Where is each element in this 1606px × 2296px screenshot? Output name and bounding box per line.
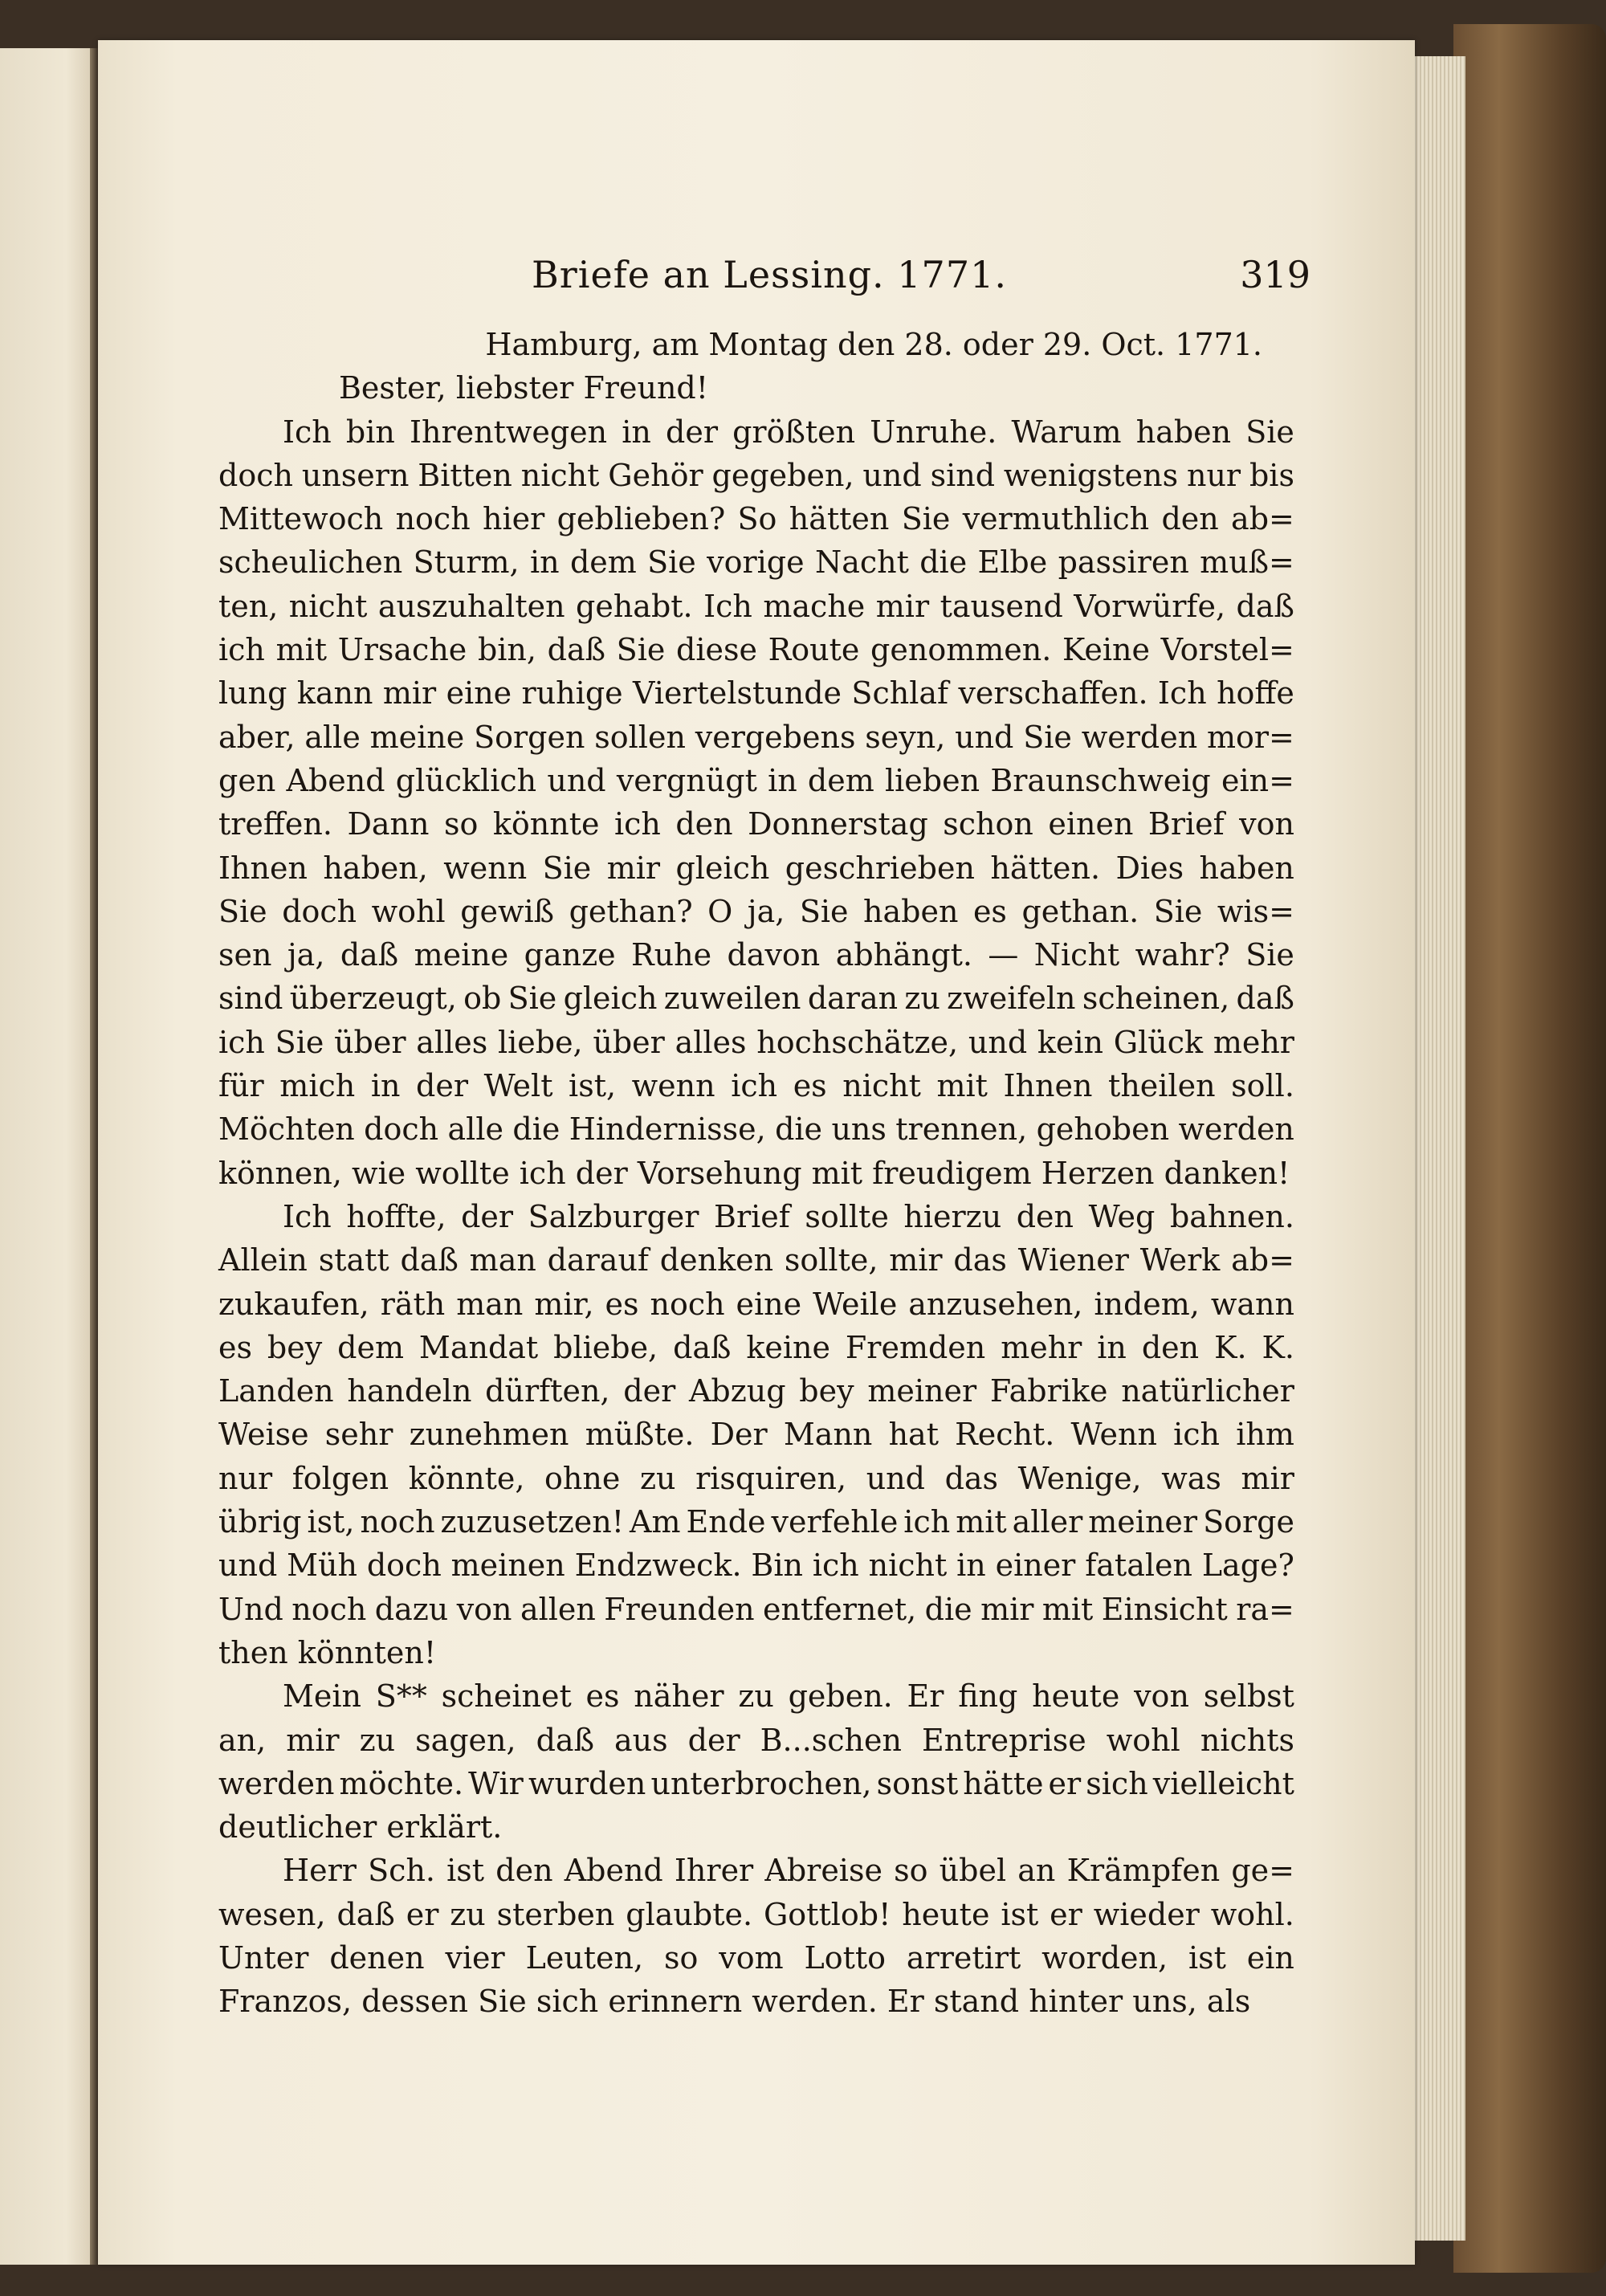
- text-line: nur folgen könnte, ohne zu risquiren, und das Wenige, was mir: [218, 1460, 1294, 1496]
- text-line: then könnten!: [218, 1634, 437, 1670]
- paragraph: [218, 1195, 1294, 1674]
- running-head: Briefe an Lessing. 1771.: [532, 253, 1007, 296]
- text-line: werden möchte. Wir wurden unterbrochen, sonst hätte er sich vielleicht: [218, 1765, 1294, 1801]
- salutation: Bester, liebster Freund!: [339, 370, 709, 406]
- text-line: Mittewoch noch hier geblieben? So hätten Sie vermuthlich den ab=: [218, 501, 1294, 537]
- letter-body: [218, 323, 1294, 2024]
- text-line: gen Abend glücklich und vergnügt in dem lieben Braunschweig ein=: [218, 762, 1294, 798]
- text-line: treffen. Dann so könnte ich den Donnerstag schon einen Brief von: [218, 806, 1294, 842]
- text-line: Herr Sch. ist den Abend Ihrer Abreise so übel an Krämpfen ge=: [283, 1853, 1294, 1889]
- paragraph: [218, 1849, 1294, 2023]
- text-line: zukaufen, räth man mir, es noch eine Weile anzusehen, indem, wann: [218, 1286, 1294, 1322]
- text-line: deutlicher erklärt.: [218, 1809, 503, 1845]
- text-line: ich Sie über alles liebe, über alles hochschätze, und kein Glück mehr: [218, 1024, 1294, 1060]
- text-line: lung kann mir eine ruhige Viertelstunde Schlaf verschaffen. Ich hoffe: [218, 675, 1294, 712]
- text-line: für mich in der Welt ist, wenn ich es nicht mit Ihnen theilen soll.: [218, 1068, 1294, 1104]
- text-line: es bey dem Mandat bliebe, daß keine Fremden mehr in den K. K.: [218, 1329, 1294, 1365]
- text-line: Ich bin Ihrentwegen in der größten Unruhe. Warum haben Sie: [283, 414, 1294, 450]
- text-line: aber, alle meine Sorgen sollen vergebens seyn, und Sie werden mor=: [218, 719, 1294, 755]
- text-line: ten, nicht auszuhalten gehabt. Ich mache mir tausend Vorwürfe, daß: [218, 588, 1294, 624]
- text-line: Ihnen haben, wenn Sie mir gleich geschrieben hätten. Dies haben: [218, 850, 1294, 886]
- text-line: Weise sehr zunehmen müßte. Der Mann hat Recht. Wenn ich ihm: [218, 1417, 1294, 1453]
- text-line: doch unsern Bitten nicht Gehör gegeben, und sind wenigstens nur bis: [218, 457, 1294, 493]
- text-line: an, mir zu sagen, daß aus der B...schen Entreprise wohl nichts: [218, 1722, 1294, 1758]
- text-line: Und noch dazu von allen Freunden entfernet, die mir mit Einsicht ra=: [218, 1591, 1294, 1627]
- text-line: Franzos, dessen Sie sich erinnern werden. Er stand hinter uns, als: [218, 1984, 1251, 2020]
- text-line: Landen handeln dürften, der Abzug bey meiner Fabrike natürlicher: [218, 1373, 1294, 1409]
- page-number: 319: [1240, 253, 1310, 296]
- text-line: Möchten doch alle die Hindernisse, die uns trennen, gehoben werden: [218, 1111, 1294, 1148]
- text-line: scheulichen Sturm, in dem Sie vorige Nacht die Elbe passiren muß=: [218, 544, 1294, 581]
- text-line: Allein statt daß man darauf denken sollte, mir das Wiener Werk ab=: [218, 1242, 1294, 1279]
- text-line: Ich hoffte, der Salzburger Brief sollte hierzu den Weg bahnen.: [283, 1198, 1294, 1234]
- page-stack-edge: [1409, 56, 1465, 2241]
- paragraph: [218, 1674, 1294, 1849]
- text-line: und Müh doch meinen Endzweck. Bin ich nicht in einer fatalen Lage?: [218, 1548, 1294, 1584]
- text-line: können, wie wollte ich der Vorsehung mit freudigem Herzen danken!: [218, 1155, 1290, 1191]
- dateline: Hamburg, am Montag den 28. oder 29. Oct. 1771.: [485, 327, 1262, 362]
- book-cover-edge: [1453, 24, 1606, 2273]
- page-header: [98, 253, 1415, 301]
- text-line: Sie doch wohl gewiß gethan? O ja, Sie haben es gethan. Sie wis=: [218, 893, 1294, 929]
- text-line: sen ja, daß meine ganze Ruhe davon abhängt. — Nicht wahr? Sie: [218, 937, 1294, 973]
- text-line: übrig ist, noch zuzusetzen! Am Ende verfehle ich mit aller meiner Sorge: [218, 1504, 1294, 1540]
- text-line: Unter denen vier Leuten, so vom Lotto arretirt worden, ist ein: [218, 1939, 1294, 1976]
- text-line: wesen, daß er zu sterben glaubte. Gottlob! heute ist er wieder wohl.: [218, 1896, 1294, 1932]
- book-page: [98, 40, 1415, 2265]
- paragraph: [218, 410, 1294, 1195]
- text-line: sind überzeugt, ob Sie gleich zuweilen daran zu zweifeln scheinen, daß: [218, 981, 1294, 1017]
- text-line: Mein S** scheinet es näher zu geben. Er fing heute von selbst: [283, 1678, 1294, 1715]
- facing-page-edge: [0, 48, 95, 2265]
- text-line: ich mit Ursache bin, daß Sie diese Route genommen. Keine Vorstel=: [218, 632, 1294, 668]
